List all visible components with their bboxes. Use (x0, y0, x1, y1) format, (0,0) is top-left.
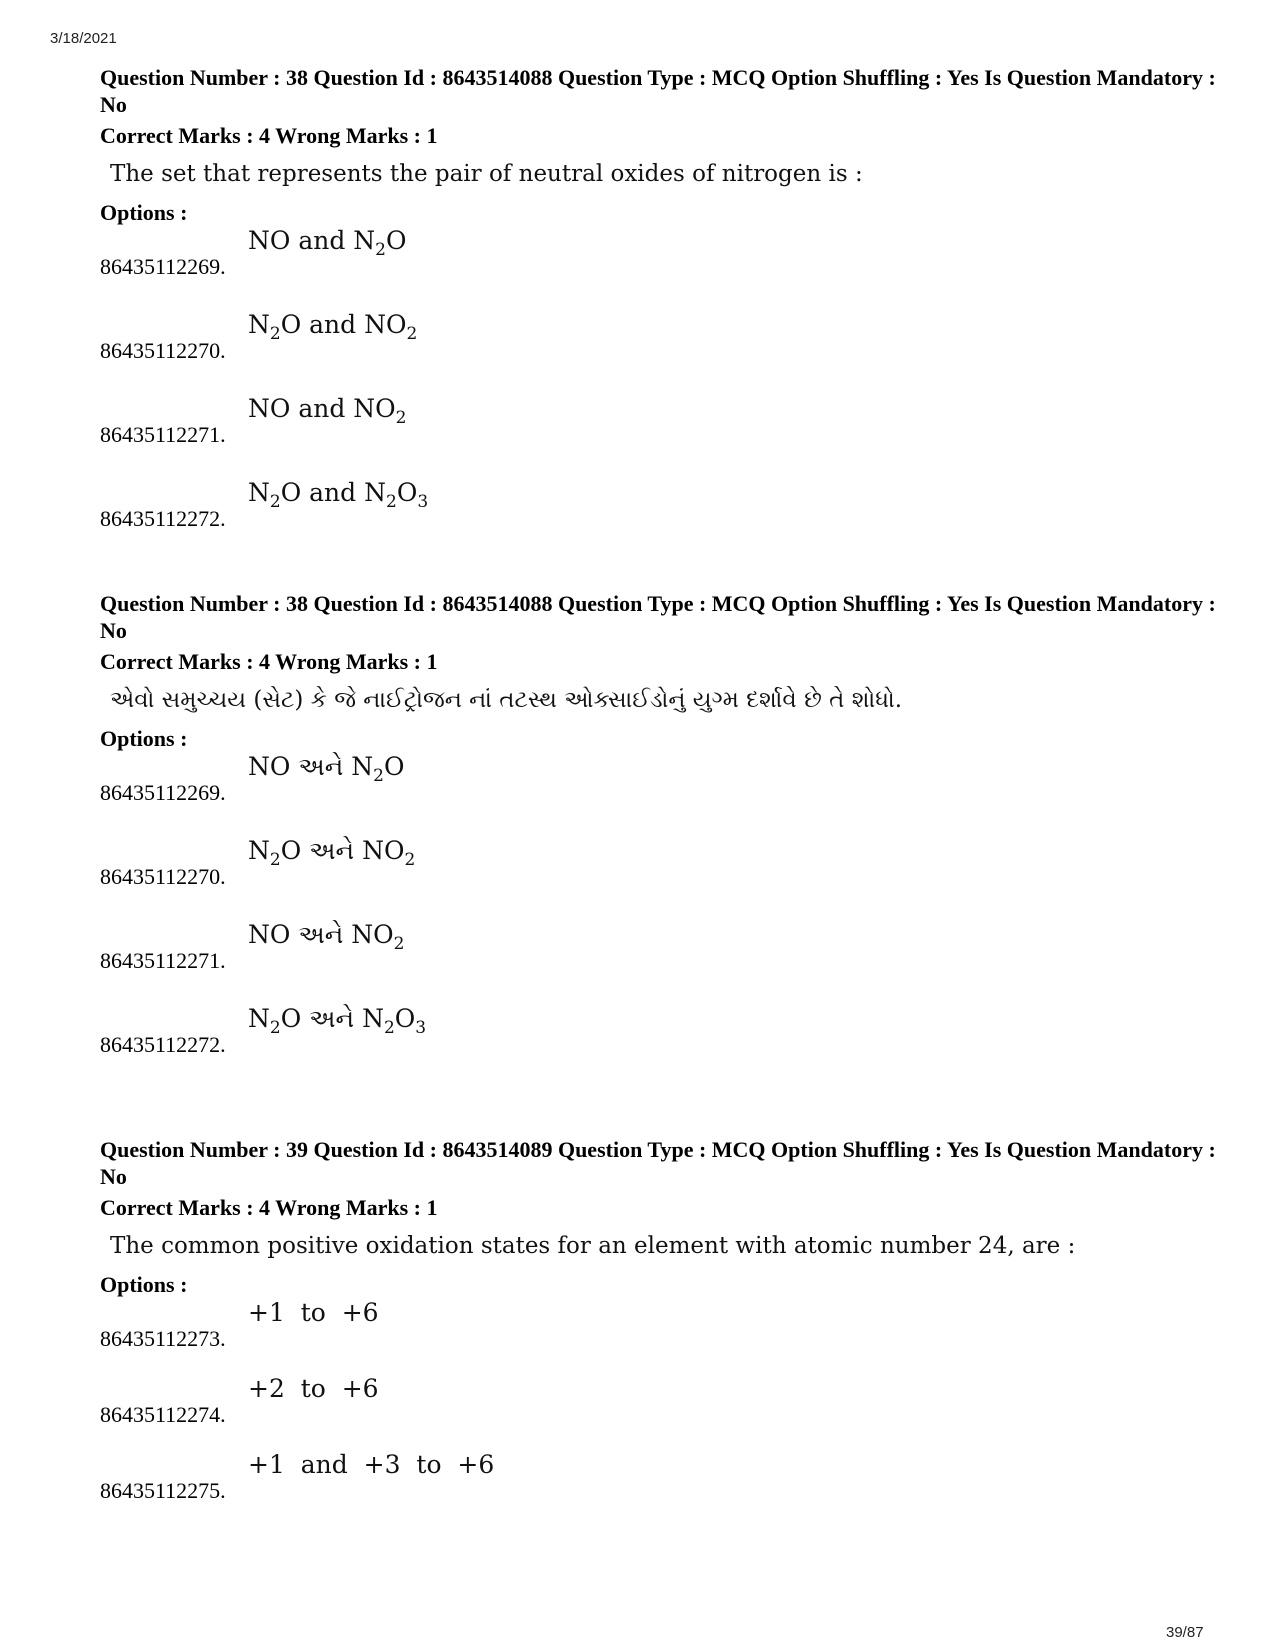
question-block-2 (100, 590, 1220, 1088)
option-4 (100, 1004, 1220, 1088)
option-2 (100, 836, 1220, 920)
option-text: $N_2O$ and $NO_2$ (248, 310, 418, 344)
question-stem: એવો સમુચ્ચય (સેટ) કે જે નાઈટ્રોજન નાં તટસ્થ ઓક્સાઈડોનું યુગ્મ દર્શાવે છે તે શોધો. (110, 687, 903, 713)
question-meta: Question Number : 38 Question Id : 8643514088 Question Type : MCQ Option Shuffling : Yes Is Question Mandatory : No (100, 65, 1216, 117)
option-1 (100, 1298, 1220, 1374)
option-id: 86435112273. (100, 1326, 226, 1351)
option-text: $N_2O$ અને $NO_2$ (248, 836, 416, 870)
option-id: 86435112270. (100, 338, 226, 363)
option-id: 86435112269. (100, 254, 226, 279)
option-3 (100, 394, 1220, 478)
print-date: 3/18/2021 (50, 30, 117, 47)
question-marks: Correct Marks : 4 Wrong Marks : 1 (100, 123, 438, 148)
option-id: 86435112275. (100, 1478, 226, 1503)
option-2 (100, 310, 1220, 394)
question-meta: Question Number : 39 Question Id : 8643514089 Question Type : MCQ Option Shuffling : Yes Is Question Mandatory : No (100, 1137, 1216, 1189)
option-id: 86435112270. (100, 864, 226, 889)
option-3 (100, 920, 1220, 1004)
options-label: Options : (100, 1272, 188, 1297)
question-block-3 (100, 1136, 1220, 1526)
options-label: Options : (100, 726, 188, 751)
option-id: 86435112272. (100, 506, 226, 531)
option-text: NO અને $NO_2$ (248, 920, 405, 954)
option-text: +1 and +3 to +6 (248, 1450, 495, 1479)
question-marks: Correct Marks : 4 Wrong Marks : 1 (100, 649, 438, 674)
option-text: +2 to +6 (248, 1374, 379, 1403)
question-marks: Correct Marks : 4 Wrong Marks : 1 (100, 1195, 438, 1220)
page-number: 39/87 (1166, 1624, 1204, 1641)
question-stem: The set that represents the pair of neutral oxides of nitrogen is : (110, 161, 863, 187)
option-text: NO and $NO_2$ (248, 394, 407, 428)
question-stem: The common positive oxidation states for an element with atomic number 24, are : (110, 1233, 1076, 1259)
option-3 (100, 1450, 1220, 1526)
option-id: 86435112272. (100, 1032, 226, 1057)
option-text: $N_2O$ અને $N_2O_3$ (248, 1004, 427, 1038)
option-id: 86435112274. (100, 1402, 226, 1427)
option-text: NO and $N_2O$ (248, 226, 407, 260)
option-text: +1 to +6 (248, 1298, 379, 1327)
option-2 (100, 1374, 1220, 1450)
question-block-1 (100, 64, 1220, 562)
options-label: Options : (100, 200, 188, 225)
option-id: 86435112269. (100, 780, 226, 805)
option-1 (100, 752, 1220, 836)
option-text: NO અને $N_2O$ (248, 752, 405, 786)
option-1 (100, 226, 1220, 310)
option-text: $N_2O$ and $N_2O_3$ (248, 478, 429, 512)
option-4 (100, 478, 1220, 562)
question-meta: Question Number : 38 Question Id : 8643514088 Question Type : MCQ Option Shuffling : Yes Is Question Mandatory : No (100, 591, 1216, 643)
option-id: 86435112271. (100, 948, 226, 973)
option-id: 86435112271. (100, 422, 226, 447)
